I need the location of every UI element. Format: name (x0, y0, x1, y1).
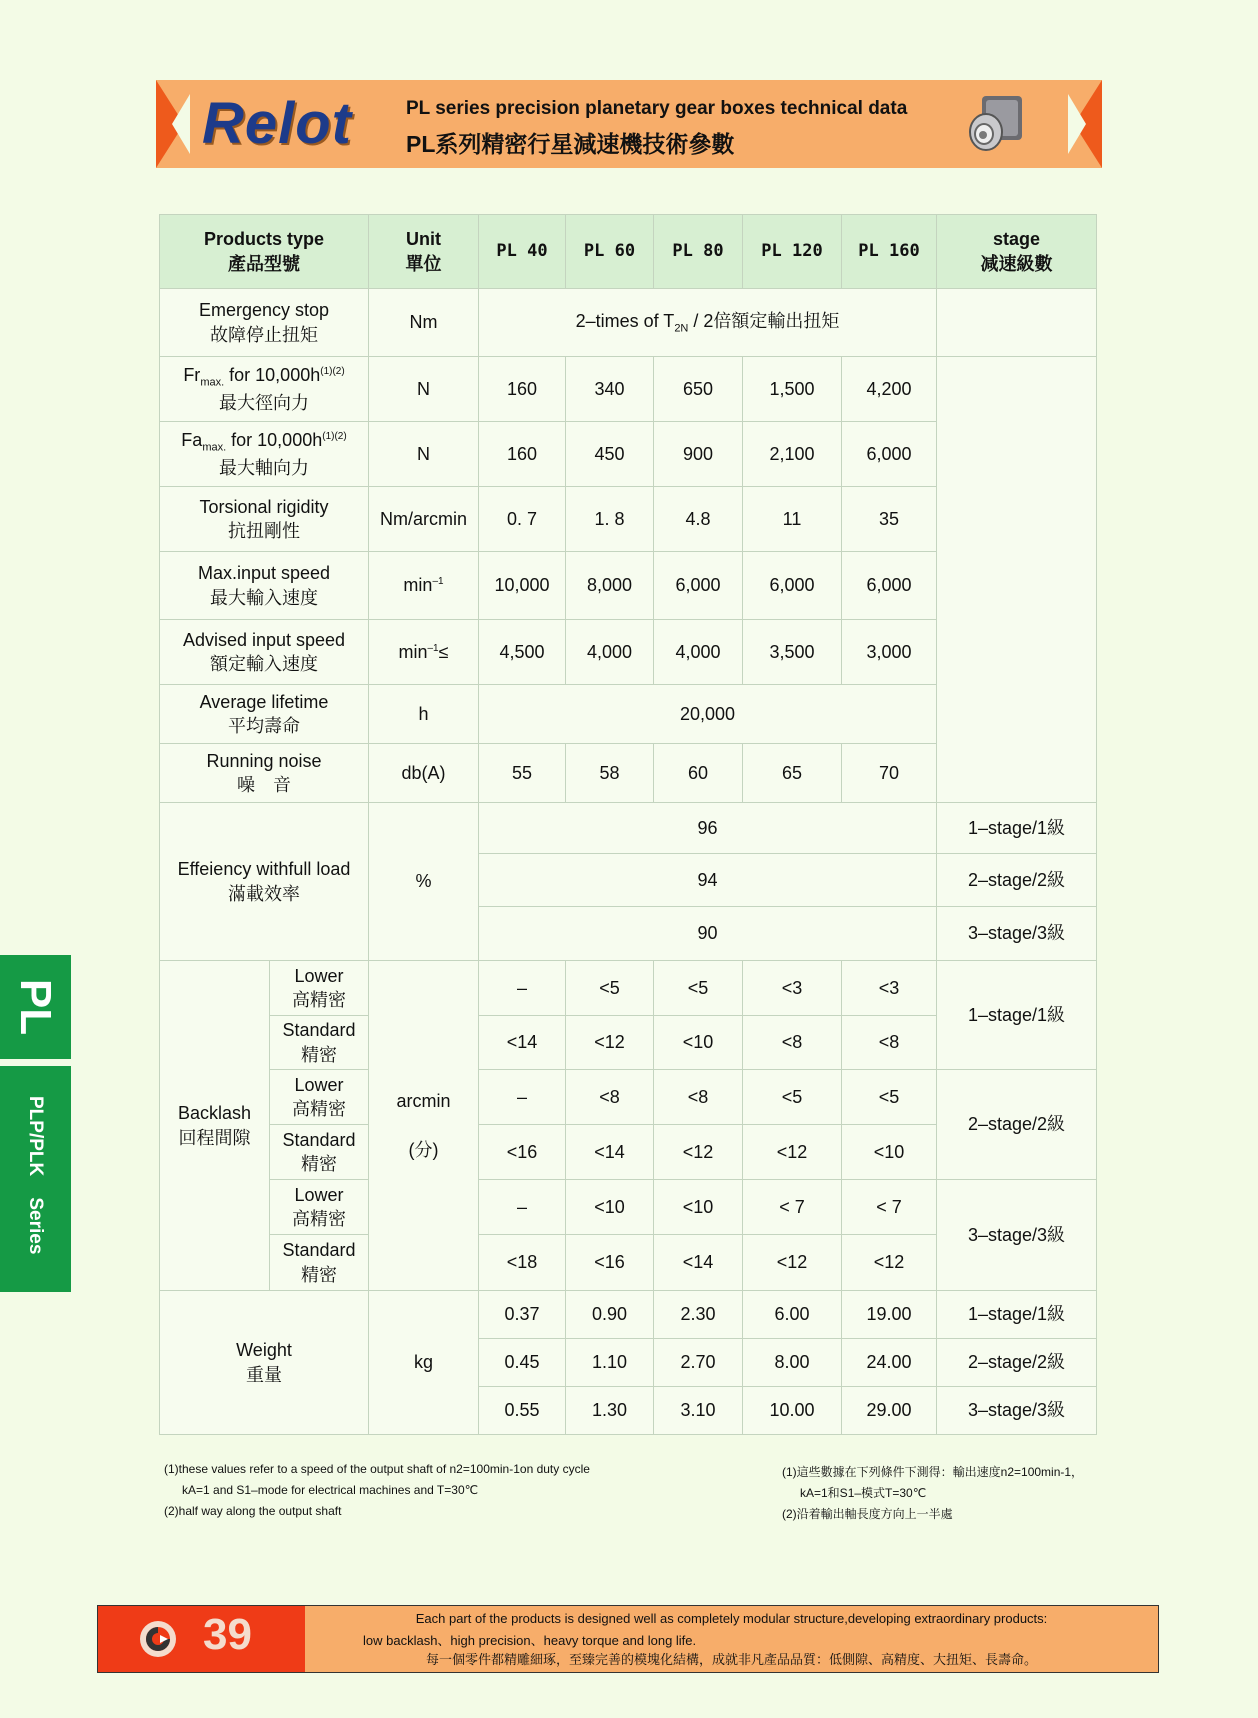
param-label (160, 422, 369, 487)
param-unit: kg (369, 1291, 479, 1435)
param-zh: 額定輸入速度 (210, 654, 318, 674)
stage-cell: 2–stage/2級 (937, 1070, 1097, 1180)
param-unit: N (369, 357, 479, 422)
value-cell: <8 (654, 1070, 743, 1125)
footnote: (1)these values refer to a speed of the output shaft of n2=100min-1on duty cycle (164, 1462, 590, 1476)
value-cell: 6,000 (842, 422, 937, 487)
value-cell: 1,500 (743, 357, 842, 422)
param-label (160, 552, 369, 620)
value-cell: <14 (479, 1016, 566, 1070)
precision-zh: 精密 (301, 1154, 337, 1174)
param-en: Fr (183, 365, 201, 386)
footnote-ref: (1)(2) (322, 431, 347, 443)
stage-cell: 3–stage/3級 (937, 1387, 1097, 1435)
param-label (160, 803, 369, 961)
param-en: Max.input speed (197, 563, 331, 584)
unit-text: min (398, 641, 428, 662)
page-title-zh: PL系列精密行星減速機技術參數 (406, 131, 735, 157)
param-zh: 抗扭剛性 (228, 521, 300, 541)
page-footer (97, 1605, 1159, 1673)
value-cell: 11 (743, 487, 842, 552)
footnote: (1)這些數據在下列條件下測得：輸出速度n2=100min-1， (782, 1465, 1084, 1479)
side-tab-series (0, 955, 71, 1059)
value-cell: 0.90 (566, 1291, 654, 1339)
brand-logo: Relot (202, 91, 352, 156)
efficiency-value: 96 (479, 803, 937, 854)
value-cell: 340 (566, 357, 654, 422)
stage-cell (937, 289, 1097, 357)
value-cell: 8.00 (743, 1339, 842, 1387)
table-row (160, 803, 1097, 854)
param-unit (369, 961, 479, 1291)
precision-label (270, 1180, 369, 1235)
table-row (160, 289, 1097, 357)
value-cell: 4,000 (566, 620, 654, 685)
precision-en: Standard (282, 1240, 356, 1261)
value-cell: 2,100 (743, 422, 842, 487)
stage-cell (937, 357, 1097, 803)
table-row (160, 357, 1097, 422)
emergency-value (479, 289, 937, 357)
brand-emblem-icon (138, 1619, 178, 1659)
model-header: PL 80 (654, 215, 743, 289)
footnote: (2)沿着輸出軸長度方向上一半處 (782, 1507, 953, 1521)
value-cell: 900 (654, 422, 743, 487)
value-cell: <5 (566, 961, 654, 1016)
model-header: PL 40 (479, 215, 566, 289)
param-en: Emergency stop (198, 300, 330, 321)
value-cell: 4,000 (654, 620, 743, 685)
value-cell: 4,200 (842, 357, 937, 422)
precision-en: Standard (282, 1020, 356, 1041)
value-cell: 4,500 (479, 620, 566, 685)
value-cell: 55 (479, 744, 566, 803)
efficiency-value: 90 (479, 907, 937, 961)
table-header-row (160, 215, 1097, 289)
value-cell: 60 (654, 744, 743, 803)
param-en: Running noise (206, 750, 322, 771)
model-header: PL 160 (842, 215, 937, 289)
param-zh: 滿載效率 (228, 883, 300, 904)
footnote: kA=1 and S1–mode for electrical machines and T=30℃ (182, 1483, 479, 1497)
precision-zh: 精密 (301, 1264, 337, 1285)
param-en: for 10,000h (226, 430, 323, 451)
value-cell: 6,000 (743, 552, 842, 620)
value-cell: <12 (566, 1016, 654, 1070)
unit-zh: (分) (408, 1139, 439, 1160)
value-cell: <12 (842, 1235, 937, 1291)
stage-cell: 1–stage/1級 (937, 961, 1097, 1070)
value-cell: 1.30 (566, 1387, 654, 1435)
model-header: PL 60 (566, 215, 654, 289)
param-label (160, 357, 369, 422)
value-cell: <8 (743, 1016, 842, 1070)
precision-en: Lower (294, 1184, 344, 1205)
table-row (160, 1291, 1097, 1339)
value-cell: <12 (743, 1125, 842, 1180)
footer-page-block (98, 1606, 305, 1672)
param-label (160, 620, 369, 685)
precision-zh: 高精密 (292, 990, 346, 1010)
precision-label (270, 1125, 369, 1180)
value-cell: 65 (743, 744, 842, 803)
value-cell: <5 (743, 1070, 842, 1125)
value-cell: 19.00 (842, 1291, 937, 1339)
gearbox-image (960, 90, 1030, 158)
precision-en: Lower (294, 965, 344, 986)
param-en: Torsional rigidity (199, 496, 329, 517)
value-cell: 58 (566, 744, 654, 803)
spec-table (159, 214, 1097, 1435)
unit-sup: –1 (432, 576, 444, 588)
value-cell: <14 (566, 1125, 654, 1180)
param-zh: 最大徑向力 (219, 392, 309, 413)
value-cell: <8 (566, 1070, 654, 1125)
table-row (160, 961, 1097, 1016)
footnote-ref: (1)(2) (320, 366, 345, 378)
side-tab-sublabel: PLP/PLK Series (25, 1096, 46, 1255)
param-en: Advised input speed (182, 629, 346, 650)
value-cell: < 7 (743, 1180, 842, 1235)
footnotes-en (164, 1459, 590, 1522)
precision-label (270, 961, 369, 1016)
param-en: Effeiency withfull load (177, 859, 351, 880)
param-zh: 故障停止扭矩 (210, 324, 318, 345)
value-cell: < 7 (842, 1180, 937, 1235)
param-zh: 平均壽命 (228, 716, 300, 736)
param-label (160, 744, 369, 803)
footnote: (2)half way along the output shaft (164, 1504, 342, 1518)
param-label (160, 961, 270, 1291)
value-cell: <3 (842, 961, 937, 1016)
value-cell: 450 (566, 422, 654, 487)
param-zh: 回程間隙 (178, 1127, 251, 1148)
value-cell: 3.10 (654, 1387, 743, 1435)
value-cell: 4.8 (654, 487, 743, 552)
lifetime-value: 20,000 (479, 685, 937, 744)
precision-zh: 高精密 (292, 1099, 346, 1119)
param-en: Backlash (177, 1103, 252, 1124)
stage-en: stage (992, 229, 1041, 250)
model-header: PL 120 (743, 215, 842, 289)
stage-cell: 3–stage/3級 (937, 907, 1097, 961)
page-title-en: PL series precision planetary gear boxes technical data (406, 98, 908, 119)
value-cell: – (479, 961, 566, 1016)
param-zh: 噪 音 (237, 775, 291, 795)
unit-sup: –1 (427, 642, 439, 654)
side-tab-label: PL (11, 978, 60, 1036)
value-cell: <10 (566, 1180, 654, 1235)
param-zh: 最大軸向力 (219, 457, 309, 478)
param-unit (369, 620, 479, 685)
precision-en: Standard (282, 1129, 356, 1150)
value-cell: 3,000 (842, 620, 937, 685)
footer-line-en: Each part of the products is designed well as completely modular structure,developing extraordinary products: (415, 1611, 1048, 1626)
stage-cell: 1–stage/1級 (937, 803, 1097, 854)
value-cell: 6,000 (842, 552, 937, 620)
value-cell: 35 (842, 487, 937, 552)
value-cell: 3,500 (743, 620, 842, 685)
unit-text: ≤ (438, 641, 449, 662)
banner-right-notch (1068, 94, 1086, 154)
value-cell: 70 (842, 744, 937, 803)
products-type-header (160, 215, 369, 289)
param-en: Average lifetime (199, 691, 329, 712)
stage-cell: 2–stage/2級 (937, 854, 1097, 907)
efficiency-value: 94 (479, 854, 937, 907)
footer-line-zh: 每一個零件都精雕細琢，至臻完善的模塊化結構，成就非凡產品品質：低側隙、高精度、大扭矩、長壽命。 (425, 1652, 1037, 1667)
precision-label (270, 1070, 369, 1125)
param-unit: N (369, 422, 479, 487)
unit-text: min (403, 575, 433, 596)
param-label (160, 685, 369, 744)
param-label (160, 487, 369, 552)
precision-label (270, 1016, 369, 1070)
side-tab-subseries (0, 1066, 71, 1292)
param-unit: h (369, 685, 479, 744)
param-unit: Nm/arcmin (369, 487, 479, 552)
param-zh: 重量 (246, 1364, 282, 1385)
stage-cell: 2–stage/2級 (937, 1339, 1097, 1387)
param-en: Weight (236, 1340, 292, 1361)
param-label (160, 1291, 369, 1435)
param-unit: % (369, 803, 479, 961)
value-sub: 2N (674, 322, 689, 335)
value-cell: <10 (654, 1016, 743, 1070)
value-cell: <14 (654, 1235, 743, 1291)
stage-header (937, 215, 1097, 289)
value-cell: 160 (479, 422, 566, 487)
value-cell: <5 (654, 961, 743, 1016)
param-unit (369, 552, 479, 620)
value-cell: 10,000 (479, 552, 566, 620)
unit-en: Unit (406, 229, 441, 250)
value-text: 2–times of T (575, 310, 675, 331)
page-number: 39 (203, 1610, 252, 1659)
stage-zh: 减速級數 (980, 253, 1053, 274)
value-cell: 650 (654, 357, 743, 422)
value-cell: <18 (479, 1235, 566, 1291)
value-cell: <5 (842, 1070, 937, 1125)
header-banner (156, 80, 1102, 168)
param-zh: 最大輸入速度 (210, 587, 318, 608)
precision-en: Lower (294, 1074, 344, 1095)
value-cell: 160 (479, 357, 566, 422)
param-unit: Nm (369, 289, 479, 357)
value-cell: <12 (743, 1235, 842, 1291)
products-type-zh: 產品型號 (228, 253, 300, 274)
value-cell: 0.45 (479, 1339, 566, 1387)
value-cell: 2.70 (654, 1339, 743, 1387)
stage-cell: 3–stage/3級 (937, 1180, 1097, 1291)
stage-cell: 1–stage/1級 (937, 1291, 1097, 1339)
value-cell: 0.55 (479, 1387, 566, 1435)
param-sub: max. (202, 441, 227, 454)
footnotes-zh (782, 1462, 1083, 1525)
value-cell: 2.30 (654, 1291, 743, 1339)
param-unit: db(A) (369, 744, 479, 803)
precision-zh: 高精密 (292, 1209, 346, 1229)
value-cell: <10 (654, 1180, 743, 1235)
unit-header (369, 215, 479, 289)
value-cell: 24.00 (842, 1339, 937, 1387)
value-cell: 0.37 (479, 1291, 566, 1339)
param-en: for 10,000h (224, 365, 321, 386)
value-cell: 6,000 (654, 552, 743, 620)
value-cell: – (479, 1180, 566, 1235)
value-cell: <16 (566, 1235, 654, 1291)
value-cell: 8,000 (566, 552, 654, 620)
value-cell: <12 (654, 1125, 743, 1180)
banner-left-notch (172, 94, 190, 154)
param-label (160, 289, 369, 357)
value-cell: 1.10 (566, 1339, 654, 1387)
value-cell: <10 (842, 1125, 937, 1180)
unit-en: arcmin (396, 1091, 451, 1112)
value-cell: <8 (842, 1016, 937, 1070)
products-type-en: Products type (203, 229, 325, 250)
value-text: / 2倍額定輸出扭矩 (688, 310, 840, 331)
table-row (160, 1180, 1097, 1235)
param-sub: max. (200, 376, 225, 389)
value-cell: 10.00 (743, 1387, 842, 1435)
value-cell: 6.00 (743, 1291, 842, 1339)
footnote: kA=1和S1–模式T=30℃ (800, 1486, 927, 1500)
precision-zh: 精密 (301, 1044, 337, 1065)
precision-label (270, 1235, 369, 1291)
param-en: Fa (181, 430, 203, 451)
table-row (160, 1070, 1097, 1125)
value-cell: – (479, 1070, 566, 1125)
value-cell: 29.00 (842, 1387, 937, 1435)
value-cell: 1. 8 (566, 487, 654, 552)
value-cell: 0. 7 (479, 487, 566, 552)
value-cell: <3 (743, 961, 842, 1016)
footer-line-en: low backlash、high precision、heavy torque and long life. (363, 1633, 697, 1648)
value-cell: <16 (479, 1125, 566, 1180)
unit-zh: 單位 (405, 253, 442, 274)
